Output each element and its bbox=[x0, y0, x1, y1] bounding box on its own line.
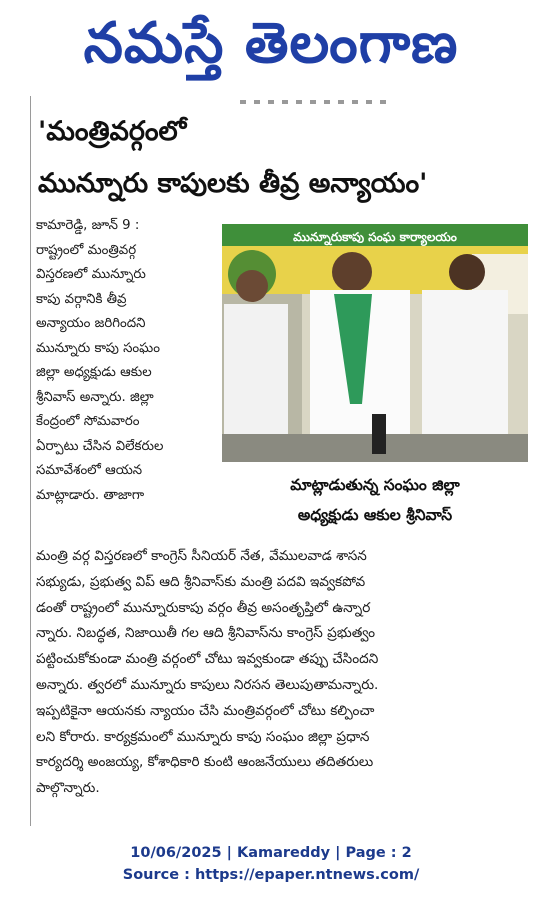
caption-line-2: అధ్యక్షుడు ఆకుల శ్రీనివాస్ bbox=[297, 506, 453, 524]
column-line: జిల్లా అధ్యక్షుడు ఆకుల bbox=[36, 365, 152, 380]
body-line: కార్యదర్శి అంజయ్య, కోశాధికారి కుంటి ఆంజనేయులు తదితరులు bbox=[36, 754, 374, 771]
photo-banner-text: మున్నూరుకాపు సంఘ కార్యాలయం bbox=[293, 230, 457, 244]
column-line: అన్యాయం జరిగిందని bbox=[36, 316, 146, 331]
article-full-text bbox=[36, 544, 526, 802]
headline-line-1: 'మంత్రివర్గంలో bbox=[38, 116, 187, 147]
footer-date-edition: 10/06/2025 | Kamareddy | Page : 2 bbox=[130, 845, 412, 861]
body-line: పట్టించుకోకుండా మంత్రి వర్గంలో చోటు ఇవ్వకుండా తప్పు చేసిందని bbox=[36, 651, 379, 668]
column-line: కేంద్రంలో సోమవారం bbox=[36, 414, 140, 429]
column-line: సమావేశంలో ఆయన bbox=[36, 463, 143, 478]
newspaper-title: నమస్తే తెలంగాణ bbox=[83, 11, 459, 76]
body-line: సభ్యుడు, ప్రభుత్వ విప్ ఆది శ్రీనివాస్‌కు మంత్రి పదవి ఇవ్వకపోవ bbox=[36, 573, 366, 590]
body-line: ఇప్పటికైనా ఆయనకు న్యాయం చేసి మంత్రివర్గంలో చోటు కల్పించా bbox=[36, 702, 375, 719]
clipped-text-fragment bbox=[240, 100, 390, 104]
column-line: విస్తరణలో మున్నూరు bbox=[36, 267, 146, 282]
body-line: పాల్గొన్నారు. bbox=[36, 780, 100, 797]
column-line: ఏర్పాటు చేసిన విలేకరుల bbox=[36, 438, 164, 454]
news-photo bbox=[222, 224, 528, 462]
column-rule bbox=[30, 96, 31, 826]
headline-line-2: మున్నూరు కాపులకు తీవ్ర అన్యాయం' bbox=[38, 168, 428, 199]
column-line: మున్నూరు కాపు సంఘం bbox=[36, 340, 160, 356]
column-line: కాపు వర్గానికి తీవ్ర bbox=[36, 291, 127, 307]
body-line: డంతో రాష్ట్రంలో మున్నూరుకాపు వర్గం తీవ్ర అసంతృప్తిలో ఉన్నార bbox=[36, 599, 371, 616]
footer bbox=[0, 842, 542, 886]
column-line: శ్రీనివాస్ అన్నారు. జిల్లా bbox=[36, 389, 154, 405]
masthead bbox=[0, 0, 542, 88]
caption-line-1: మాట్లాడుతున్న సంఘం జిల్లా bbox=[290, 476, 460, 494]
body-line: మంత్రి వర్గ విస్తరణలో కాంగ్రెస్ సీనియర్ నేత, వేములవాడ శాసన bbox=[36, 548, 367, 564]
article-column-text bbox=[36, 214, 216, 508]
body-line: అన్నారు. త్వరలో మున్నూరు కాపులు నిరసన తెలుపుతామన్నారు. bbox=[36, 676, 379, 693]
body-line: న్నారు. నిబద్ధత, నిజాయితీ గల ఆది శ్రీనివాస్‌ను కాంగ్రెస్ ప్రభుత్వం bbox=[36, 625, 376, 642]
column-line: రాష్ట్రంలో మంత్రివర్గ bbox=[36, 242, 137, 258]
column-line: కామారెడ్డి, జూన్ 9 : bbox=[36, 218, 140, 233]
footer-source: Source : https://epaper.ntnews.com/ bbox=[122, 867, 420, 883]
column-line: మాట్లాడారు. తాజాగా bbox=[36, 487, 145, 503]
body-line: లని కోరారు. కార్యక్రమంలో మున్నూరు కాపు సంఘం జిల్లా ప్రధాన bbox=[36, 728, 370, 745]
photo-caption bbox=[222, 470, 528, 530]
